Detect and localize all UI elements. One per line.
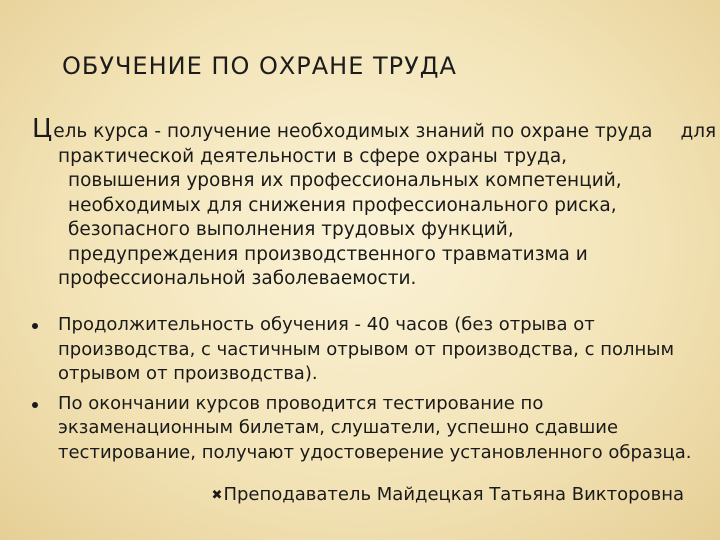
x-mark-icon: ✖ [211,488,223,503]
intro-line-1-text: ель курса - получение необходимых знаний по охране труда [53,121,653,142]
bullet-dot-icon [32,323,38,329]
intro-line-1 [32,114,717,145]
bullet-list [32,313,697,470]
list-item [32,313,697,387]
slide-title: ОБУЧЕНИЕ ПО ОХРАНЕ ТРУДА [62,52,457,80]
intro-line-3: повышения уровня их профессиональных компетенций, [68,170,622,191]
course-goal-paragraph [32,114,717,292]
intro-line-5: безопасного выполнения трудовых функций, [68,219,514,240]
drop-letter: Ц [32,114,53,144]
teacher-name: Преподаватель Майдецкая Татьяна Викторовна [223,484,684,505]
intro-line-2: практической деятельности в сфере охраны труда, [58,145,568,167]
bullet-text: По окончании курсов проводится тестирование по экзаменационным билетам, слушатели, успешно сдавшие тестирование, получают удостоверение установленного образца. [58,392,692,463]
teacher-line [212,484,684,505]
intro-line-6: предупреждения производственного травматизма и [68,243,588,265]
list-item [32,392,697,466]
intro-line-4: необходимых для снижения профессионального риска, [68,194,617,216]
bullet-dot-icon [32,402,38,408]
bullet-text: Продолжительность обучения - 40 часов (без отрыва от производства, с частичным отрывом от производства, с полным отрывом от производства). [58,314,675,384]
intro-line-7: профессиональной заболеваемости. [58,268,417,289]
intro-line-1-tail: для [680,121,717,142]
